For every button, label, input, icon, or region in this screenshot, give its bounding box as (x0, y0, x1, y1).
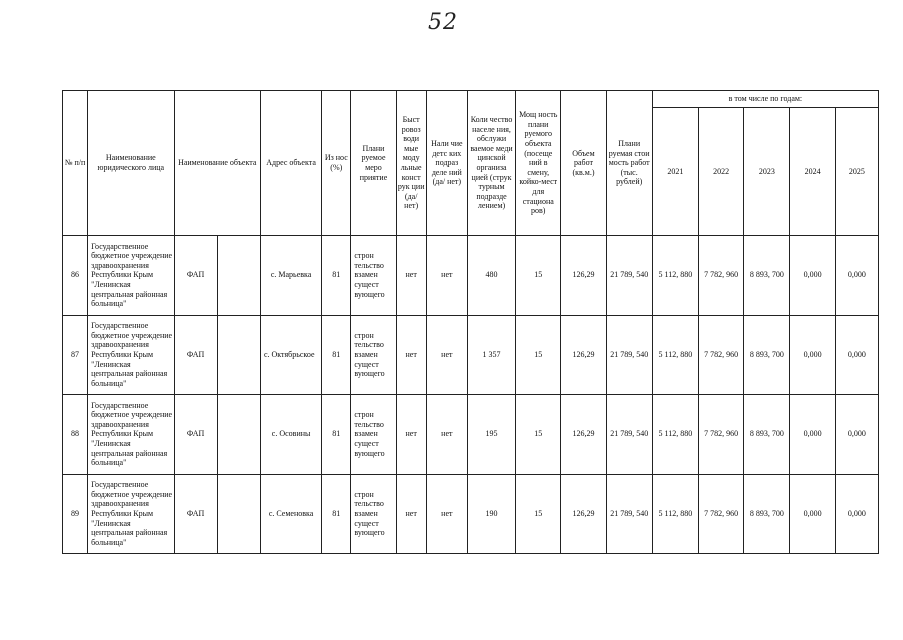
header-year-2021: 2021 (652, 108, 698, 236)
cell-cost: 21 789, 540 (606, 474, 652, 554)
cell-population: 480 (467, 236, 515, 316)
cell-2025: 0,000 (835, 236, 878, 316)
cell-legal-entity: Государственное бюджетное учреждение здравоохранения Республики Крым "Ленинская центральная районная больница" (88, 474, 174, 554)
cell-planned-measure: строн тельство взамен сущест вующего (351, 474, 396, 554)
cell-2022: 7 782, 960 (699, 474, 744, 554)
page-number: 52 (428, 10, 458, 35)
cell-capacity: 15 (516, 395, 561, 475)
header-num: № п/п (63, 91, 88, 236)
header-children-units: Нали чие детс ких подраз деле ний (да/ нет) (426, 91, 467, 236)
cell-2023: 8 893, 700 (744, 395, 790, 475)
cell-2022: 7 782, 960 (699, 315, 744, 395)
header-planned-measure: Плани руемое меро приятие (351, 91, 396, 236)
header-cost: Плани руемая стои мость работ (тыс. рублей) (606, 91, 652, 236)
header-year-2025: 2025 (835, 108, 878, 236)
cell-wear: 81 (322, 395, 351, 475)
header-year-2024: 2024 (790, 108, 835, 236)
cell-modular: нет (396, 236, 426, 316)
cell-num: 86 (63, 236, 88, 316)
cell-object-extra (217, 474, 260, 554)
cell-planned-measure: строн тельство взамен сущест вующего (351, 236, 396, 316)
cell-2022: 7 782, 960 (699, 236, 744, 316)
cell-population: 190 (467, 474, 515, 554)
cell-2025: 0,000 (835, 315, 878, 395)
cell-children-units: нет (426, 474, 467, 554)
cell-population: 195 (467, 395, 515, 475)
cell-object-extra (217, 236, 260, 316)
cell-population: 1 357 (467, 315, 515, 395)
cell-2021: 5 112, 880 (652, 395, 698, 475)
cell-volume: 126,29 (561, 474, 606, 554)
cell-capacity: 15 (516, 236, 561, 316)
header-object-name: Наименование объекта (174, 91, 260, 236)
cell-num: 89 (63, 474, 88, 554)
cell-2021: 5 112, 880 (652, 236, 698, 316)
cell-num: 87 (63, 315, 88, 395)
cell-2021: 5 112, 880 (652, 474, 698, 554)
cell-legal-entity: Государственное бюджетное учреждение здравоохранения Республики Крым "Ленинская центральная районная больница" (88, 315, 174, 395)
header-capacity: Мощ ность плани руемого объекта (посеще ний в смену, койко-мест для стациона ров) (516, 91, 561, 236)
cell-children-units: нет (426, 236, 467, 316)
header-volume: Объем работ (кв.м.) (561, 91, 606, 236)
cell-wear: 81 (322, 315, 351, 395)
cell-2022: 7 782, 960 (699, 395, 744, 475)
cell-volume: 126,29 (561, 395, 606, 475)
cell-modular: нет (396, 474, 426, 554)
table-row (63, 474, 879, 554)
cell-capacity: 15 (516, 315, 561, 395)
cell-2023: 8 893, 700 (744, 474, 790, 554)
cell-capacity: 15 (516, 474, 561, 554)
header-population: Коли чество населе ния, обслужи ваемое меди цинской организа цией (струк турным подразде лением) (467, 91, 515, 236)
cell-address: с. Октябрьское (260, 315, 321, 395)
cell-object-extra (217, 315, 260, 395)
cell-2024: 0,000 (790, 395, 835, 475)
header-year-2023: 2023 (744, 108, 790, 236)
cell-address: с. Осовины (260, 395, 321, 475)
cell-2024: 0,000 (790, 236, 835, 316)
cell-legal-entity: Государственное бюджетное учреждение здравоохранения Республики Крым "Ленинская центральная районная больница" (88, 395, 174, 475)
cell-cost: 21 789, 540 (606, 236, 652, 316)
cell-object-name: ФАП (174, 315, 217, 395)
cell-2025: 0,000 (835, 395, 878, 475)
cell-planned-measure: строн тельство взамен сущест вующего (351, 395, 396, 475)
cell-modular: нет (396, 395, 426, 475)
cell-2023: 8 893, 700 (744, 236, 790, 316)
cell-volume: 126,29 (561, 236, 606, 316)
cell-cost: 21 789, 540 (606, 315, 652, 395)
cell-planned-measure: строн тельство взамен сущест вующего (351, 315, 396, 395)
cell-object-extra (217, 395, 260, 475)
header-modular: Быст ровоз води мые моду льные конст рук ции (да/ нет) (396, 91, 426, 236)
cell-object-name: ФАП (174, 236, 217, 316)
cell-address: с. Марьевка (260, 236, 321, 316)
cell-modular: нет (396, 315, 426, 395)
cell-legal-entity: Государственное бюджетное учреждение здравоохранения Республики Крым "Ленинская центральная районная больница" (88, 236, 174, 316)
header-address: Адрес объекта (260, 91, 321, 236)
cell-wear: 81 (322, 474, 351, 554)
table-row (63, 315, 879, 395)
cell-2025: 0,000 (835, 474, 878, 554)
table-row (63, 236, 879, 316)
header-by-years: в том числе по годам: (652, 91, 878, 108)
header-wear: Из нос (%) (322, 91, 351, 236)
cell-object-name: ФАП (174, 395, 217, 475)
cell-address: с. Семеновка (260, 474, 321, 554)
cell-children-units: нет (426, 315, 467, 395)
cell-cost: 21 789, 540 (606, 395, 652, 475)
cell-wear: 81 (322, 236, 351, 316)
cell-children-units: нет (426, 395, 467, 475)
cell-2021: 5 112, 880 (652, 315, 698, 395)
cell-2024: 0,000 (790, 315, 835, 395)
cell-volume: 126,29 (561, 315, 606, 395)
registry-table (62, 90, 879, 554)
cell-2024: 0,000 (790, 474, 835, 554)
cell-object-name: ФАП (174, 474, 217, 554)
cell-2023: 8 893, 700 (744, 315, 790, 395)
header-year-2022: 2022 (699, 108, 744, 236)
table-row (63, 395, 879, 475)
cell-num: 88 (63, 395, 88, 475)
header-legal-entity: Наименование юридического лица (88, 91, 174, 236)
